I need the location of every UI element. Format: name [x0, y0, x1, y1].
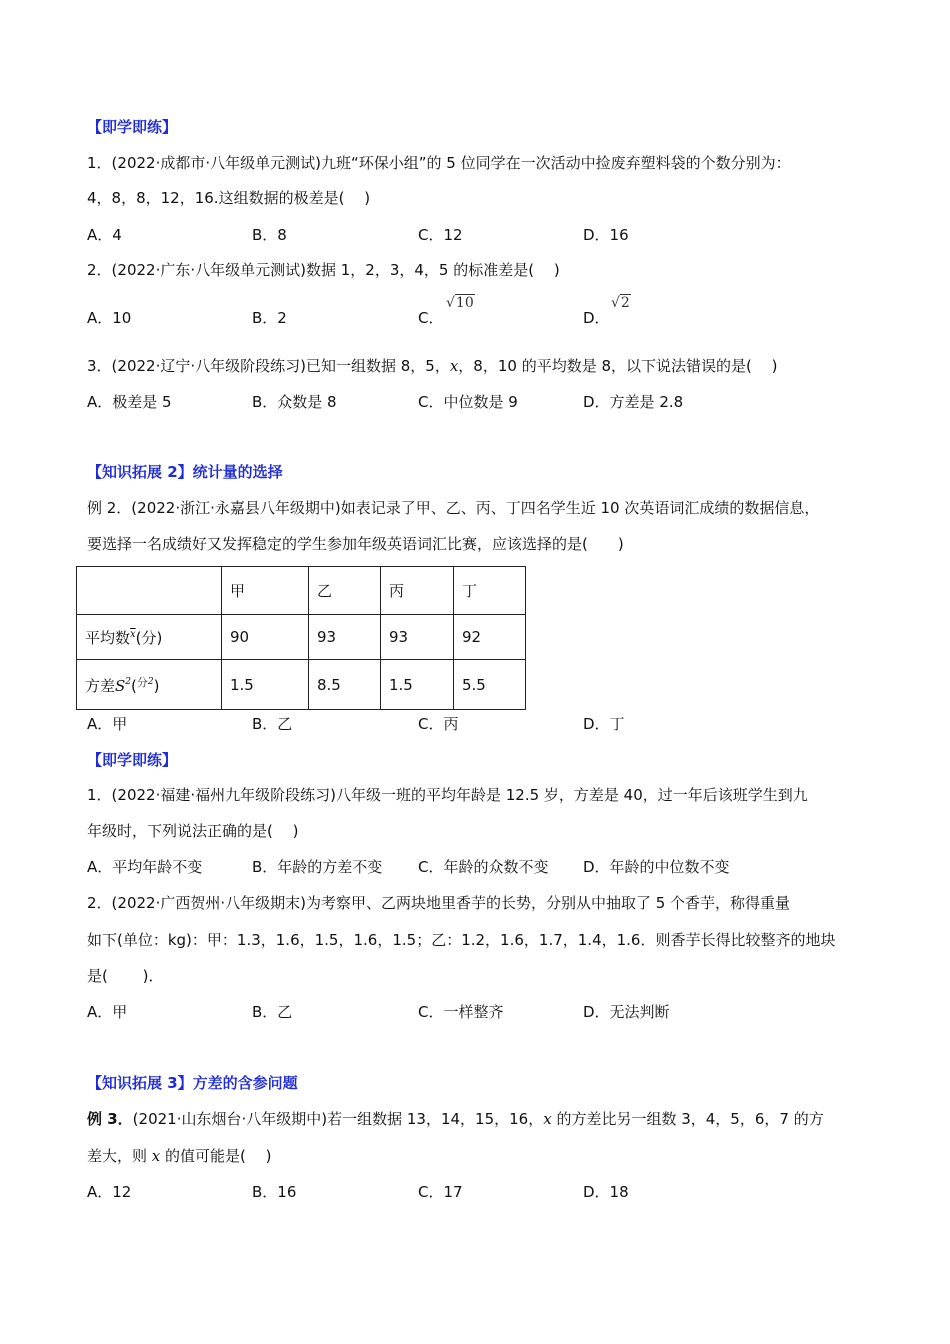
example-3-label: 例 3． [87, 1110, 133, 1128]
practice-q2-option-a[interactable]: A．甲 [87, 1003, 128, 1021]
question-1-option-c[interactable]: C．12 [418, 226, 463, 244]
question-3-option-b[interactable]: B．众数是 8 [252, 393, 337, 411]
example-3-text-line1 [87, 1109, 824, 1129]
question-2-option-a[interactable]: A．10 [87, 309, 132, 327]
question-3-option-d[interactable]: D．方差是 2.8 [583, 393, 684, 411]
question-1-option-d[interactable]: D．16 [583, 226, 629, 244]
table-header-cell: 丁 [454, 567, 526, 615]
sqrt-10-radicand: 10 [455, 295, 474, 311]
section-heading-practice-1: 【即学即练】 [87, 118, 178, 136]
sqrt-10-formula: √10 [446, 295, 474, 311]
variance-unit-close: ) [153, 676, 160, 695]
mean-label: 平均数 [85, 628, 131, 647]
example-3-text-post: 的方差比另一组数 3，4，5，6，7 的方 [551, 1110, 824, 1128]
practice-q1-option-c[interactable]: C．年龄的众数不变 [418, 858, 549, 876]
practice-q1-text-line1: 1．(2022·福建·福州九年级阶段练习)八年级一班的平均年龄是 12.5 岁，方差是 40，过一年后该班学生到九 [87, 786, 808, 804]
practice-q1-text-line2: 年级时，下列说法正确的是( ) [87, 822, 299, 840]
question-1-option-a[interactable]: A．4 [87, 226, 122, 244]
example-2-option-a[interactable]: A．甲 [87, 715, 128, 733]
practice-q2-option-c[interactable]: C．一样整齐 [418, 1003, 504, 1021]
mean-unit: (分) [135, 628, 163, 647]
variance-unit: 分 [136, 675, 148, 689]
table-cell: 1.5 [381, 660, 454, 710]
question-1-text-line1: 1．(2022·成都市·八年级单元测试)九班“环保小组”的 5 位同学在一次活动中捡废弃塑料袋的个数分别为： [87, 154, 791, 172]
example-2-option-b[interactable]: B．乙 [252, 715, 293, 733]
question-1-option-b[interactable]: B．8 [252, 226, 287, 244]
example-3-option-c[interactable]: C．17 [418, 1183, 463, 1201]
practice-q2-option-d[interactable]: D．无法判断 [583, 1003, 670, 1021]
example-3-line2-pre: 差大，则 [87, 1147, 152, 1165]
example-3-option-a[interactable]: A．12 [87, 1183, 132, 1201]
question-3-text-pre: 3．(2022·辽宁·八年级阶段练习)已知一组数据 8，5， [87, 357, 450, 375]
table-row-label [77, 615, 222, 660]
variance-label: 方差 [85, 676, 116, 695]
table-cell: 90 [222, 615, 309, 660]
example-3-option-d[interactable]: D．18 [583, 1183, 629, 1201]
table-cell: 5.5 [454, 660, 526, 710]
table-header-cell: 甲 [222, 567, 309, 615]
practice-q2-text-line2: 如下(单位：kg)：甲：1.3，1.6，1.5，1.6，1.5；乙：1.2，1.6，1.7，1.4，1.6．则香芋长得比较整齐的地块 [87, 931, 836, 949]
example-3-text-pre: (2021·山东烟台·八年级期中)若一组数据 13，14，15，16， [132, 1110, 544, 1128]
question-1-text-line2: 4，8，8，12，16.这组数据的极差是( ) [87, 189, 371, 207]
question-2-option-c[interactable]: C． [418, 309, 444, 327]
scores-table [76, 566, 526, 710]
table-cell: 93 [309, 615, 381, 660]
table-header-row [77, 567, 526, 615]
table-header-cell [77, 567, 222, 615]
example-3-text-line2 [87, 1146, 272, 1166]
s-symbol: S [115, 676, 126, 695]
table-cell: 1.5 [222, 660, 309, 710]
table-header-cell: 乙 [309, 567, 381, 615]
question-3-text [87, 356, 777, 376]
table-row-variance [77, 660, 526, 710]
question-3-text-post: ，8，10 的平均数是 8，以下说法错误的是( ) [458, 357, 778, 375]
table-header-cell: 丙 [381, 567, 454, 615]
sqrt-2-radicand: 2 [620, 295, 630, 311]
example-2-option-d[interactable]: D．丁 [583, 715, 625, 733]
variable-x: x [543, 1110, 552, 1128]
section-heading-practice-2: 【即学即练】 [87, 751, 178, 769]
practice-q1-option-d[interactable]: D．年龄的中位数不变 [583, 858, 730, 876]
example-3-option-b[interactable]: B．16 [252, 1183, 297, 1201]
unit-squared-exponent: 2 [147, 676, 154, 687]
example-2-text-line2: 要选择一名成绩好又发挥稳定的学生参加年级英语词汇比赛，应该选择的是( ) [87, 535, 624, 553]
question-3-option-c[interactable]: C．中位数是 9 [418, 393, 518, 411]
question-3-option-a[interactable]: A．极差是 5 [87, 393, 172, 411]
section-heading-extension-3: 【知识拓展 3】方差的含参问题 [87, 1074, 298, 1092]
variable-x: x [449, 357, 459, 375]
practice-q2-option-b[interactable]: B．乙 [252, 1003, 293, 1021]
variance-unit-open: ( [131, 676, 137, 695]
table-cell: 8.5 [309, 660, 381, 710]
table-row-mean [77, 615, 526, 660]
table-row-label [77, 660, 222, 710]
x-bar-symbol: x [130, 628, 136, 640]
table-cell: 92 [454, 615, 526, 660]
question-2-option-b[interactable]: B．2 [252, 309, 287, 327]
practice-q1-option-b[interactable]: B．年龄的方差不变 [252, 858, 383, 876]
question-2-option-d[interactable]: D． [583, 309, 610, 327]
example-2-text-line1: 例 2．(2022·浙江·永嘉县八年级期中)如表记录了甲、乙、丙、丁四名学生近 10 次英语词汇成绩的数据信息， [87, 499, 820, 517]
practice-q2-text-line3: 是( )． [87, 967, 164, 985]
variable-x: x [151, 1147, 161, 1165]
practice-q2-text-line1: 2．(2022·广西贺州·八年级期末)为考察甲、乙两块地里香芋的长势，分别从中抽取了 5 个香芋，称得重量 [87, 894, 791, 912]
sqrt-2-formula: √2 [611, 295, 630, 311]
question-2-text: 2．(2022·广东·八年级单元测试)数据 1，2，3，4，5 的标准差是( ) [87, 261, 560, 279]
example-2-option-c[interactable]: C．丙 [418, 715, 459, 733]
table-cell: 93 [381, 615, 454, 660]
example-3-line2-post: 的值可能是( ) [160, 1147, 272, 1165]
section-heading-extension-2: 【知识拓展 2】统计量的选择 [87, 463, 283, 481]
s-squared-exponent: 2 [125, 676, 132, 687]
practice-q1-option-a[interactable]: A．平均年龄不变 [87, 858, 203, 876]
